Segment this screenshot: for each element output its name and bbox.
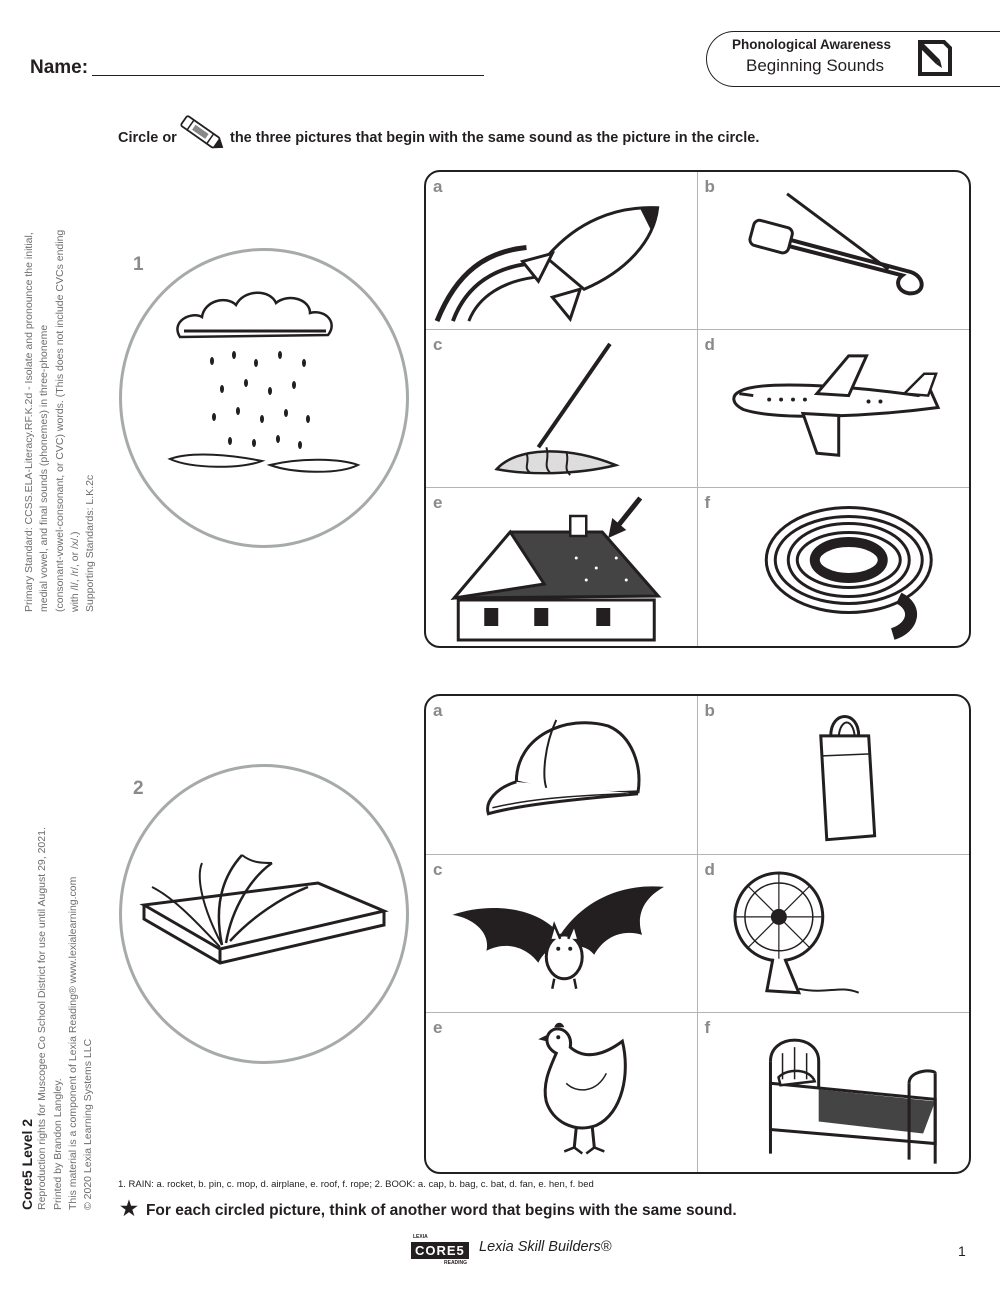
pencil-on-paper-icon: [914, 38, 956, 78]
picture-cell-b[interactable]: [698, 696, 970, 855]
mop-icon: [426, 330, 697, 487]
copyright-line: © 2020 Lexia Learning Systems LLC: [82, 1038, 95, 1210]
copyright-line: Printed by Brandon Langley.: [51, 1078, 64, 1210]
problem-number: 2: [133, 778, 144, 799]
picture-cell-f[interactable]: [698, 488, 970, 646]
picture-cell-d[interactable]: [698, 855, 970, 1014]
tag-title: Phonological Awareness: [732, 37, 892, 52]
page-number: 1: [958, 1243, 966, 1259]
extension-text: For each circled picture, think of another word that begins with the same sound.: [145, 1202, 737, 1219]
safety-pin-icon: [698, 172, 970, 329]
cell-letter: e: [433, 1018, 443, 1038]
roof-icon: [426, 488, 697, 646]
copyright-text: [20, 827, 96, 1210]
brand-core5: CORE5: [411, 1242, 469, 1259]
cell-letter: a: [433, 177, 443, 196]
name-label: Name:: [30, 57, 89, 78]
target-circle[interactable]: [119, 248, 409, 548]
star-icon: ★: [120, 1198, 138, 1220]
bag-icon: [698, 696, 970, 854]
cell-letter: b: [704, 701, 715, 720]
standard-line: Supporting Standards: L.K.2c: [84, 474, 97, 612]
picture-cell-e[interactable]: [426, 488, 698, 646]
airplane-icon: [698, 330, 970, 487]
instructions: [118, 130, 760, 146]
copyright-line: This material is a component of Lexia Reading® www.lexialearning.com: [66, 876, 79, 1210]
cell-letter: f: [704, 1018, 711, 1038]
picture-cell-a[interactable]: [426, 696, 698, 855]
rocket-icon: [426, 172, 697, 329]
name-line[interactable]: [92, 75, 484, 76]
brand-reading: READING: [444, 1260, 468, 1266]
picture-grid: [424, 170, 971, 648]
book-icon: [122, 767, 406, 1061]
cell-letter: f: [704, 493, 711, 512]
picture-grid: [424, 694, 971, 1174]
bat-icon: [426, 855, 697, 1013]
picture-cell-a[interactable]: [426, 172, 698, 330]
brand-skill-builders: Lexia Skill Builders®: [479, 1239, 612, 1255]
picture-cell-c[interactable]: [426, 855, 698, 1014]
cell-letter: e: [433, 493, 443, 512]
target-circle[interactable]: [119, 764, 409, 1064]
standard-line: (consonant-vowel-consonant, or CVC) words. (This does not include CVCs ending: [53, 229, 66, 612]
picture-cell-f[interactable]: [698, 1013, 970, 1172]
hen-icon: [426, 1013, 697, 1172]
picture-cell-b[interactable]: [698, 172, 970, 330]
rope-icon: [698, 488, 970, 646]
answer-key: 1. RAIN: a. rocket, b. pin, c. mop, d. airplane, e. roof, f. rope; 2. BOOK: a. cap, b. bag, c. bat, d. fan, e. hen, f. bed: [118, 1179, 594, 1190]
instructions-part2: the three pictures that begin with the same sound as the picture in the circle.: [230, 130, 760, 146]
cell-letter: d: [704, 335, 715, 354]
standard-line: Primary Standard: CCSS.ELA-Literacy.RF.K.2d - Isolate and pronounce the initial,: [23, 232, 35, 612]
tag-subtitle: Beginning Sounds: [746, 56, 885, 75]
crayon-icon: [174, 112, 230, 154]
rain-cloud-icon: [122, 251, 406, 545]
bed-icon: [698, 1013, 970, 1172]
picture-cell-e[interactable]: [426, 1013, 698, 1172]
cell-letter: a: [433, 701, 443, 720]
instructions-part1: Circle or: [118, 130, 177, 146]
level-title: Core5 Level 2: [19, 1118, 35, 1210]
standard-line: medial vowel, and final sounds (phonemes) in three-phoneme: [38, 324, 51, 612]
cap-icon: [426, 696, 697, 854]
cell-letter: b: [704, 177, 715, 196]
cell-letter: c: [433, 335, 443, 354]
problem-number: 1: [133, 254, 144, 275]
extension-prompt: [120, 1196, 737, 1221]
standard-text: [22, 230, 98, 612]
fan-icon: [698, 855, 970, 1013]
picture-cell-c[interactable]: [426, 330, 698, 488]
standard-line: with /l/, /r/, or /x/.): [68, 531, 81, 612]
brand-lexia: LEXIA: [413, 1234, 428, 1240]
cell-letter: c: [433, 859, 443, 879]
picture-cell-d[interactable]: [698, 330, 970, 488]
copyright-line: Reproduction rights for Muscogee Co School District for use until August 29, 2021.: [36, 827, 49, 1210]
cell-letter: d: [704, 859, 715, 879]
